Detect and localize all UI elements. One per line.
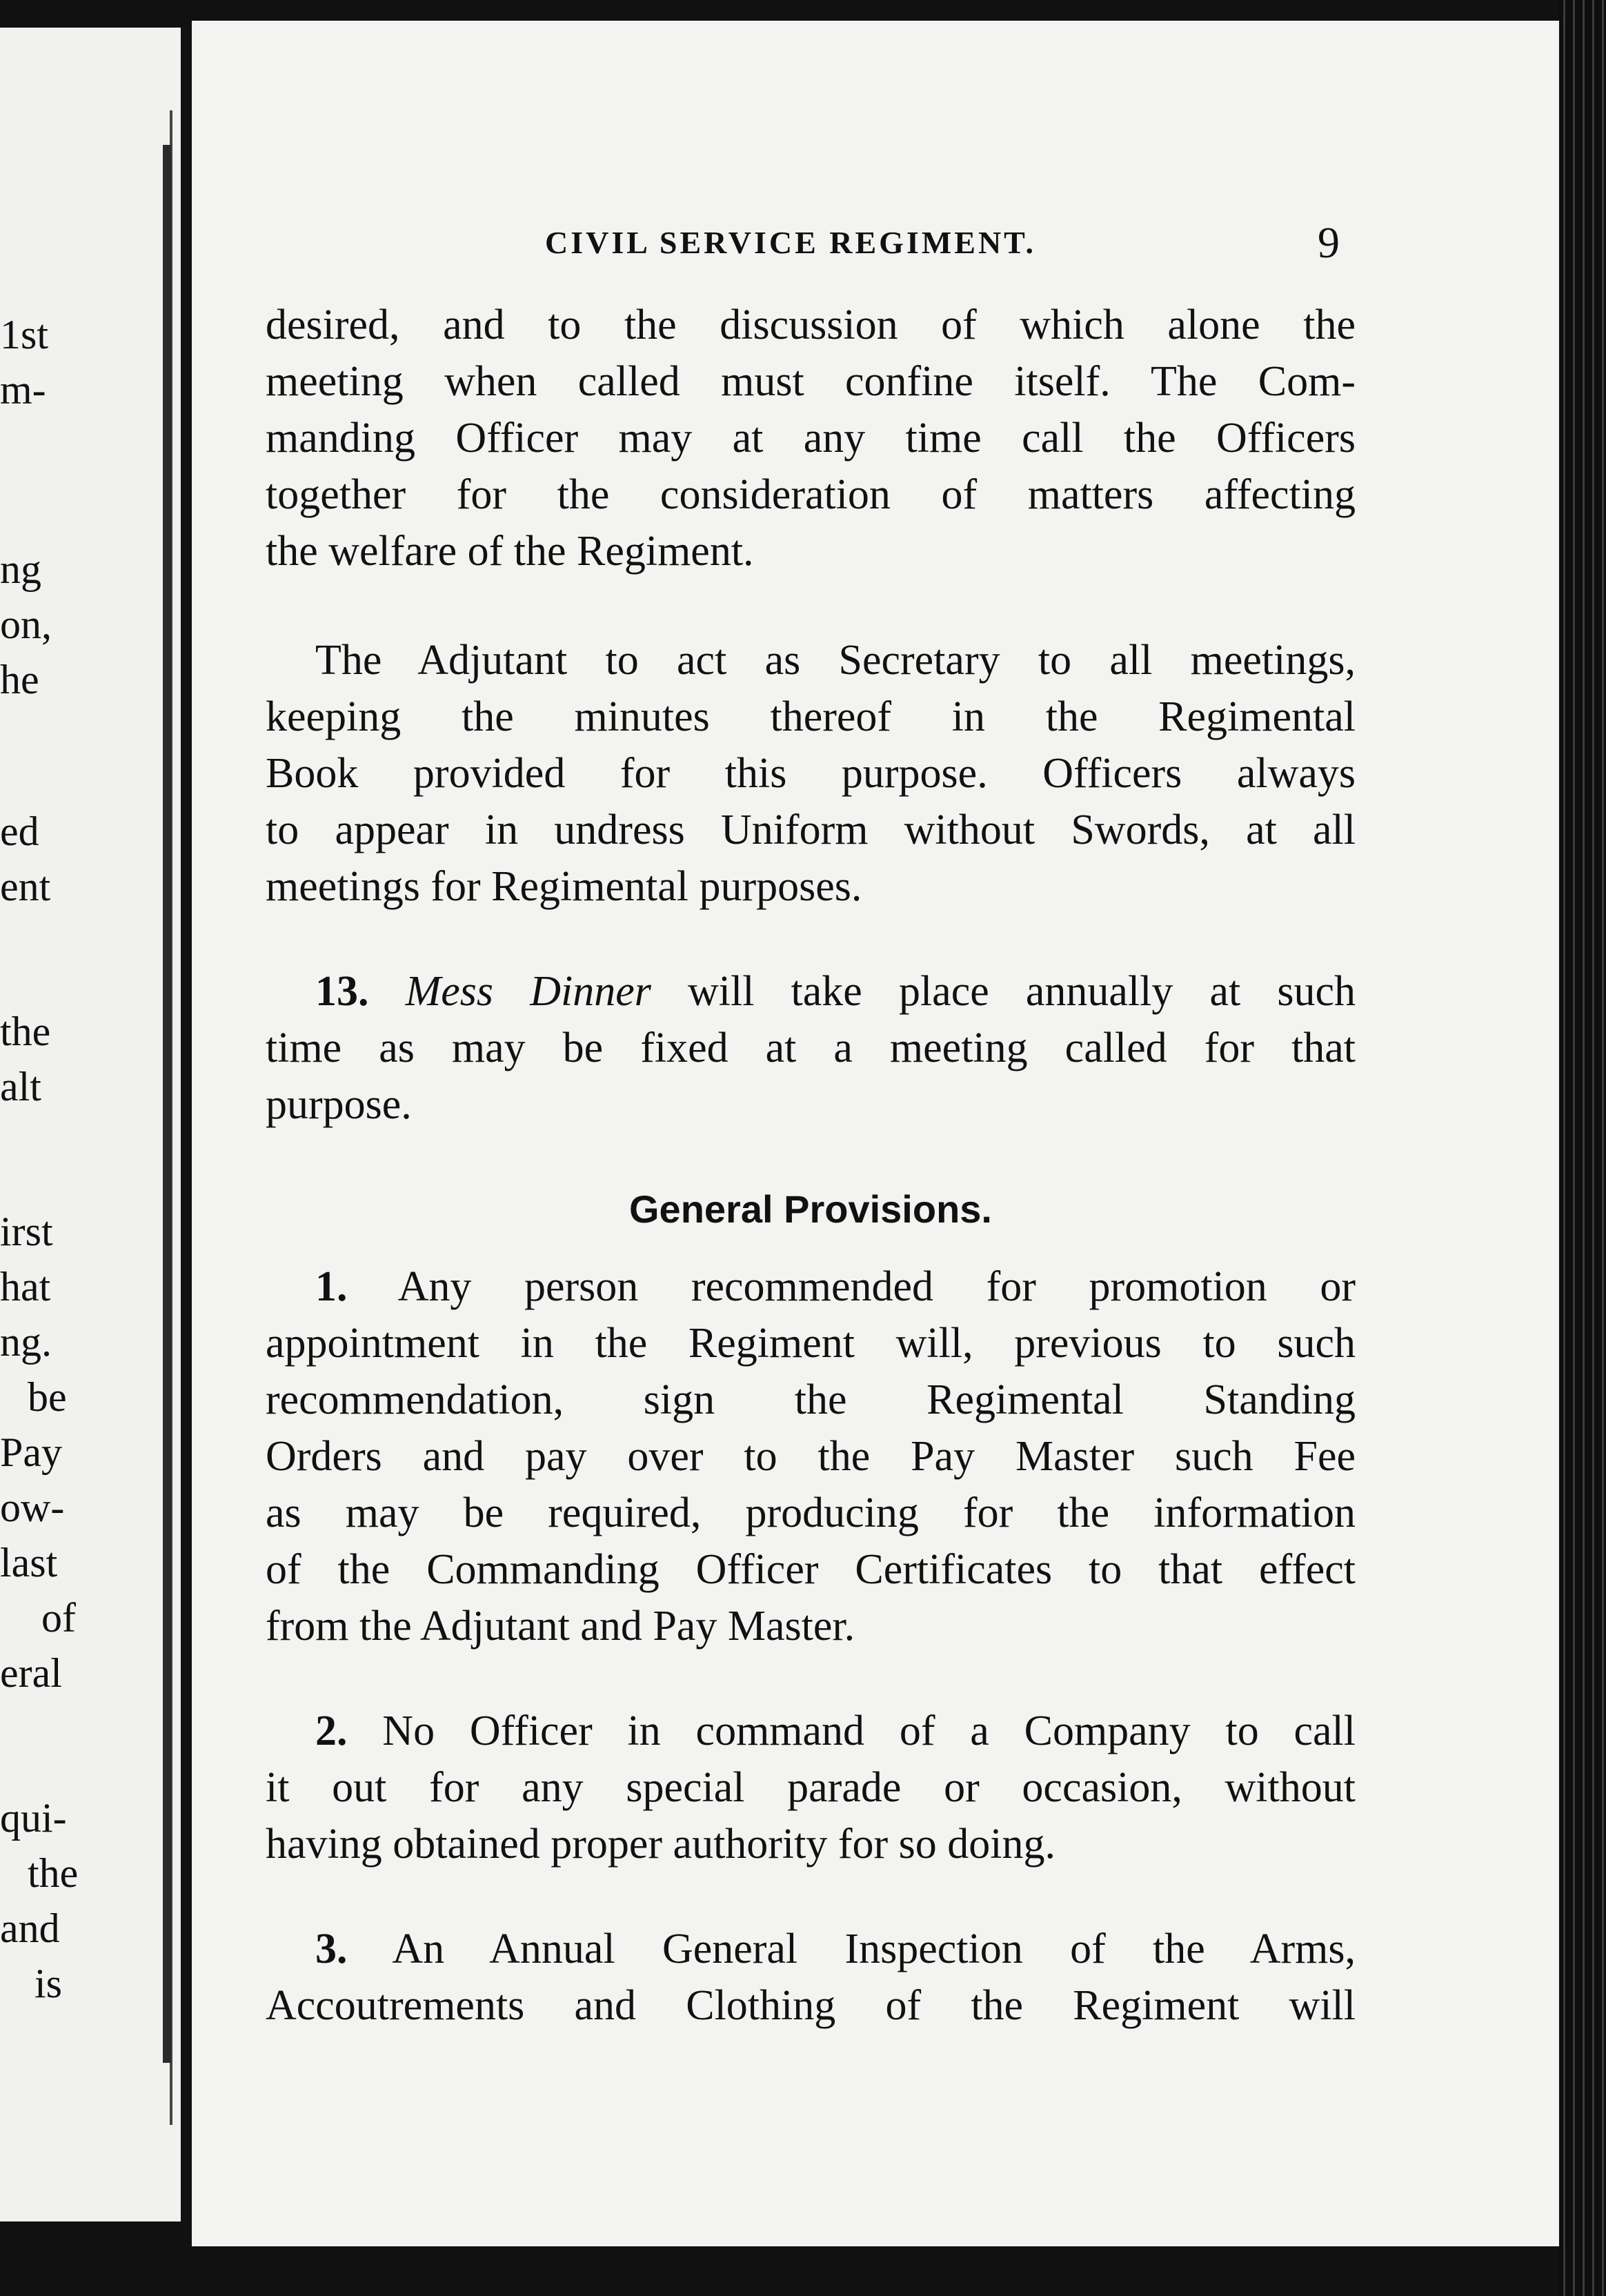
text-line xyxy=(266,1258,1356,1315)
left-page-fragment: 1st xyxy=(0,312,49,357)
text-line xyxy=(266,1921,1356,1977)
left-page-fragment: irst xyxy=(0,1209,53,1254)
left-page-fragment: he xyxy=(0,657,39,702)
paragraph-continued xyxy=(266,297,1356,580)
text-line: having obtained proper authority for so doing. xyxy=(266,1821,1056,1868)
page-stack-edge xyxy=(1559,0,1606,2296)
text-line: time as may be fixed at a meeting called for that xyxy=(266,1025,1356,1071)
provision-2 xyxy=(266,1703,1356,1872)
left-page-fragment: ng xyxy=(0,546,41,592)
text-line: appointment in the Regiment will, previous to such xyxy=(266,1320,1356,1367)
paragraph-adjutant xyxy=(266,632,1356,915)
left-page-fragment: m- xyxy=(0,367,46,413)
text-line: together for the consideration of matters affecting xyxy=(266,471,1356,518)
text-line: as may be required, producing for the information xyxy=(266,1490,1356,1536)
text-line: manding Officer may at any time call the Officers xyxy=(266,415,1356,462)
left-page-edge xyxy=(0,28,181,2221)
left-page-fragment: ed xyxy=(0,809,39,854)
text-line: meetings for Regimental purposes. xyxy=(266,863,862,910)
paragraph-number: 13. xyxy=(315,968,369,1015)
text-line: Orders and pay over to the Pay Master such Fee xyxy=(266,1433,1356,1480)
text-run: No Officer in command of a Company to call xyxy=(347,1708,1356,1754)
paragraph-mess-dinner xyxy=(266,963,1356,1133)
left-page-fragment: the xyxy=(28,1850,79,1896)
text-line xyxy=(266,963,1356,1020)
body-text xyxy=(266,297,1356,2034)
left-page-fragment: qui- xyxy=(0,1795,67,1841)
text-line: desired, and to the discussion of which alone the xyxy=(266,301,1356,348)
paragraph-number: 1. xyxy=(315,1263,348,1310)
text-line: of the Commanding Officer Certificates to that effect xyxy=(266,1546,1356,1593)
left-page-fragment: hat xyxy=(0,1264,51,1309)
text-line: keeping the minutes thereof in the Regimental xyxy=(266,693,1356,740)
left-page-fragment: is xyxy=(34,1961,63,2006)
italic-term: Mess Dinner xyxy=(405,968,651,1015)
text-line: meeting when called must confine itself. The Com- xyxy=(266,358,1356,405)
provision-1 xyxy=(266,1258,1356,1654)
paragraph-number: 3. xyxy=(315,1926,348,1972)
left-page-fragment: on, xyxy=(0,602,52,647)
text-line: to appear in undress Uniform without Swords, at all xyxy=(266,806,1356,853)
text-line: the welfare of the Regiment. xyxy=(266,528,754,575)
running-head xyxy=(545,217,1373,273)
text-line: it out for any special parade or occasion, without xyxy=(266,1764,1356,1811)
page-number: 9 xyxy=(1318,218,1340,267)
text-line: The Adjutant to act as Secretary to all meetings, xyxy=(315,637,1356,684)
left-page-fragment: be xyxy=(28,1374,67,1420)
binding-gutter xyxy=(163,145,171,2063)
left-page-fragment: alt xyxy=(0,1064,41,1109)
left-page-fragment: of xyxy=(41,1595,76,1641)
left-page-fragment: last xyxy=(0,1540,58,1585)
text-line: Accoutrements and Clothing of the Regiment will xyxy=(266,1982,1356,2029)
provision-3 xyxy=(266,1921,1356,2034)
text-line: Book provided for this purpose. Officers always xyxy=(266,750,1356,797)
text-line: from the Adjutant and Pay Master. xyxy=(266,1603,855,1650)
text-line xyxy=(266,1703,1356,1759)
running-title: CIVIL SERVICE REGIMENT. xyxy=(545,225,1036,260)
left-page-fragment: and xyxy=(0,1906,60,1951)
text-run: Any person recommended for promotion or xyxy=(347,1263,1356,1310)
left-page-fragment: ow- xyxy=(0,1485,65,1530)
left-page-fragment: eral xyxy=(0,1650,62,1696)
text-run: An Annual General Inspection of the Arms, xyxy=(347,1926,1356,1972)
left-page-fragment: ent xyxy=(0,864,51,909)
text-line: recommendation, sign the Regimental Standing xyxy=(266,1376,1356,1423)
paragraph-number: 2. xyxy=(315,1708,348,1754)
section-heading: General Provisions. xyxy=(629,1187,992,1231)
left-page-fragment: Pay xyxy=(0,1429,62,1475)
text-line: purpose. xyxy=(266,1081,412,1128)
left-page-fragment: ng. xyxy=(0,1319,52,1365)
text-run: will take place annually at such xyxy=(651,968,1356,1015)
left-page-fragment: the xyxy=(0,1009,51,1054)
